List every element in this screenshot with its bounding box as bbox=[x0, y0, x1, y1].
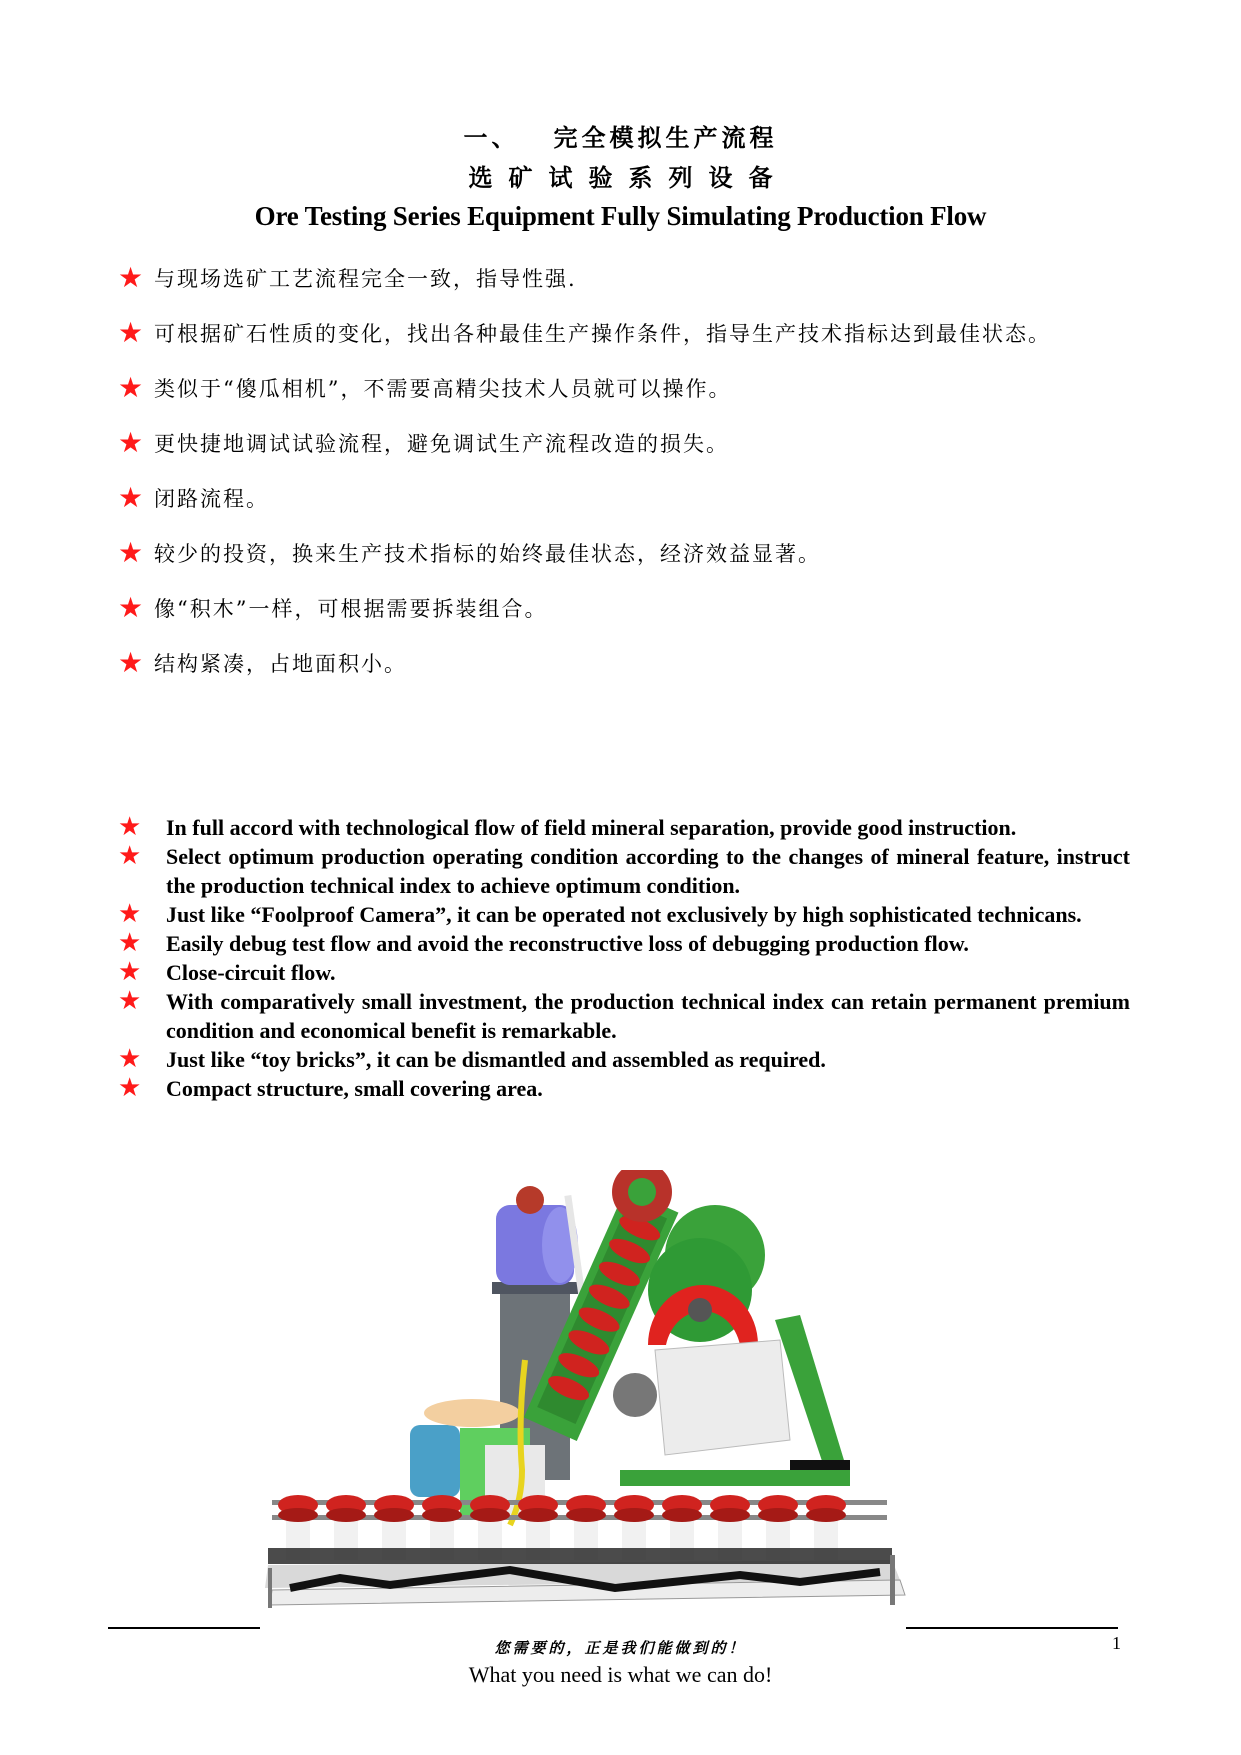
equipment-illustration bbox=[260, 1170, 920, 1610]
feature-item-en: ★ Just like “Foolproof Camera”, it can be operated not exclusively by high sophisticated technicans. bbox=[118, 899, 1082, 929]
star-icon: ★ bbox=[118, 841, 142, 871]
star-icon: ★ bbox=[118, 536, 144, 569]
feature-item-en: ★ Close-circuit flow. bbox=[118, 957, 336, 987]
star-icon: ★ bbox=[118, 928, 142, 958]
title-en: Ore Testing Series Equipment Fully Simulating Production Flow bbox=[254, 201, 987, 231]
feature-item-cn: ★ 可根据矿石性质的变化，找出各种最佳生产操作条件，指导生产技术指标达到最佳状态。 bbox=[118, 316, 1051, 349]
footer-slogan-en: What you need is what we can do! bbox=[468, 1662, 773, 1687]
star-icon: ★ bbox=[118, 371, 144, 404]
star-icon: ★ bbox=[118, 646, 144, 679]
feature-item-en: ★ Just like “toy bricks”, it can be dismantled and assembled as required. bbox=[118, 1044, 826, 1074]
feature-item-cn: ★ 更快捷地调试试验流程，避免调试生产流程改造的损失。 bbox=[118, 426, 729, 459]
star-icon: ★ bbox=[118, 316, 144, 349]
star-icon: ★ bbox=[118, 591, 144, 624]
section-number: 一、 bbox=[463, 123, 520, 152]
feature-item-en: ★ With comparatively small investment, the production technical index can retain permanent premium condition and economical benefit is remarkable. bbox=[118, 986, 1130, 1043]
star-icon: ★ bbox=[118, 986, 142, 1016]
feature-item-cn: ★ 结构紧凑，占地面积小。 bbox=[118, 646, 407, 679]
star-icon: ★ bbox=[118, 1044, 142, 1074]
footer-slogan-cn: 您需要的，正是我们能做到的！ bbox=[494, 1639, 747, 1657]
feature-item-en: ★ Select optimum production operating condition according to the changes of mineral feature, instruct the production technical index to achieve optimum condition. bbox=[118, 841, 1130, 898]
feature-item-cn: ★ 与现场选矿工艺流程完全一致，指导性强. bbox=[118, 261, 577, 294]
star-icon: ★ bbox=[118, 957, 142, 987]
star-icon: ★ bbox=[118, 481, 144, 514]
feature-list-en bbox=[118, 813, 1130, 1103]
footer-rule-right bbox=[906, 1627, 1118, 1629]
feature-item-en: ★ In full accord with technological flow of field mineral separation, provide good instruction. bbox=[118, 812, 1017, 842]
page-number: 1 bbox=[1112, 1633, 1121, 1653]
feature-item-cn: ★ 类似于“傻瓜相机”，不需要高精尖技术人员就可以操作。 bbox=[118, 371, 732, 404]
star-icon: ★ bbox=[118, 261, 144, 294]
title-cn-line2: 选矿试验系列设备 bbox=[468, 163, 789, 192]
feature-item-cn: ★ 闭路流程。 bbox=[118, 481, 269, 514]
title-cn-line1: 完全模拟生产流程 bbox=[553, 123, 778, 152]
star-icon: ★ bbox=[118, 1073, 142, 1103]
footer-rule-left bbox=[108, 1627, 260, 1629]
star-icon: ★ bbox=[118, 812, 142, 842]
section-title-cn bbox=[0, 122, 1241, 154]
feature-item-cn: ★ 较少的投资，换来生产技术指标的始终最佳状态，经济效益显著。 bbox=[118, 536, 821, 569]
star-icon: ★ bbox=[118, 426, 144, 459]
feature-item-cn: ★ 像“积木”一样，可根据需要拆装组合。 bbox=[118, 591, 548, 624]
feature-item-en: ★ Compact structure, small covering area. bbox=[118, 1073, 543, 1103]
feature-item-en: ★ Easily debug test flow and avoid the reconstructive loss of debugging production flow. bbox=[118, 928, 969, 958]
star-icon: ★ bbox=[118, 899, 142, 929]
